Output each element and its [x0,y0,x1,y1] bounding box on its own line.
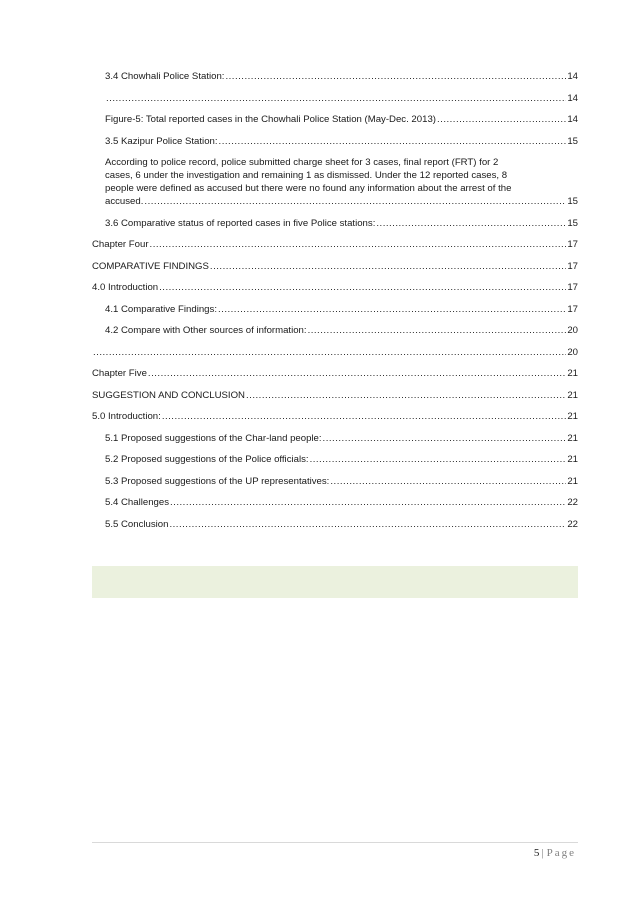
toc-entry[interactable] [92,432,578,445]
toc-page-number: 17 [567,260,578,272]
toc-page-number: 20 [567,325,578,336]
toc-page-number: 15 [567,135,578,147]
toc-entry[interactable] [92,518,578,531]
toc-leader-dots [144,195,566,208]
toc-entry[interactable] [92,135,578,148]
toc-page-number: 17 [567,282,578,293]
toc-entry[interactable] [92,113,578,126]
toc-entry[interactable] [92,303,578,316]
toc-entry-line: cases, 6 under the investigation and remaining 1 as dismissed. Under the 12 reported cases, 8 [105,170,508,181]
toc-page-number: 15 [567,217,578,229]
toc-leader-dots [219,135,567,148]
toc-entry[interactable] [92,217,578,230]
toc-entry[interactable] [92,346,578,359]
toc-page-number: 14 [567,71,578,82]
footer-page-number: 5 [533,847,540,859]
toc-entry[interactable] [92,260,578,273]
footer-page-word: Page [546,847,576,859]
toc-entry-title: 3.6 Comparative status of reported cases in five Police stations: [105,217,376,229]
toc-entry[interactable] [92,389,578,402]
toc-entry[interactable] [92,367,578,380]
toc-entry-title: 5.3 Proposed suggestions of the UP representatives: [105,475,330,487]
toc-page-number: 14 [567,92,578,104]
toc-entry-multiline[interactable] [92,156,578,208]
toc-page-number: 17 [567,239,578,250]
toc-entry-line: accused. [105,196,144,207]
toc-entry-title: Figure-5: Total reported cases in the Chowhali Police Station (May-Dec. 2013) [105,114,436,125]
toc-entry-title: Chapter Four [92,239,149,250]
toc-leader-dots [148,367,566,380]
toc-page-number: 20 [567,346,578,358]
toc-page-number: 22 [567,497,578,508]
toc-page-number: 21 [567,454,578,465]
toc-page-number: 22 [567,518,578,530]
footer-divider [92,842,578,843]
toc-leader-dots [310,453,567,466]
toc-entry-title: 5.1 Proposed suggestions of the Char-land people: [105,432,322,444]
toc-leader-dots [150,238,567,251]
toc-entry-title: 3.4 Chowhali Police Station: [105,71,225,82]
toc-entry[interactable] [92,70,578,83]
toc-leader-dots [162,410,567,423]
toc-leader-dots [376,217,566,230]
toc-entry-title: Chapter Five [92,368,147,379]
toc-entry-title: 3.5 Kazipur Police Station: [105,135,218,147]
toc-leader-dots [210,260,566,273]
toc-leader-dots [170,496,566,509]
toc-page-number: 21 [567,389,578,401]
toc-entry-title: 4.0 Introduction [92,282,159,293]
toc-entry[interactable] [92,281,578,294]
toc-leader-dots [308,324,567,337]
toc-entry-title: 4.2 Compare with Other sources of information: [105,325,307,336]
toc-entry[interactable] [92,238,578,251]
toc-leader-dots [169,518,566,531]
toc-leader-dots [159,281,566,294]
toc-entry-title: 5.5 Conclusion [105,518,169,530]
toc-entry[interactable] [92,453,578,466]
shaded-empty-block [92,566,578,598]
toc-page-number: 17 [567,303,578,315]
toc-leader-dots [225,70,566,83]
toc-entry-title: 5.4 Challenges [105,497,170,508]
toc-page-number: 14 [567,114,578,125]
toc-entry-title: 4.1 Comparative Findings: [105,303,217,315]
toc-page-number: 21 [567,475,578,487]
toc-leader-dots [323,432,567,445]
toc-leader-dots [93,346,566,359]
toc-leader-dots [246,389,566,402]
toc-entry[interactable] [92,475,578,488]
toc-entry[interactable] [92,496,578,509]
toc-leader-dots [437,113,566,126]
toc-entry-title: 5.2 Proposed suggestions of the Police officials: [105,454,309,465]
toc-page-number: 15 [567,196,578,207]
toc-entry[interactable] [92,324,578,337]
table-of-contents [92,70,578,539]
toc-entry[interactable] [92,92,578,105]
toc-entry-line: people were defined as accused but there were no found any information about the arrest of the [105,183,512,194]
toc-page-number: 21 [567,411,578,422]
toc-entry[interactable] [92,410,578,423]
footer-separator: | [541,847,544,859]
toc-leader-dots [330,475,566,488]
toc-page-number: 21 [567,368,578,379]
toc-leader-dots [218,303,566,316]
toc-entry-line: According to police record, police submitted charge sheet for 3 cases, final report (FRT) for 2 [105,157,499,168]
toc-entry-title: COMPARATIVE FINDINGS [92,260,209,272]
toc-leader-dots [106,92,566,105]
toc-entry-title: 5.0 Introduction: [92,411,161,422]
page-footer [534,847,576,859]
toc-page-number: 21 [567,432,578,444]
toc-entry-title: SUGGESTION AND CONCLUSION [92,389,245,401]
